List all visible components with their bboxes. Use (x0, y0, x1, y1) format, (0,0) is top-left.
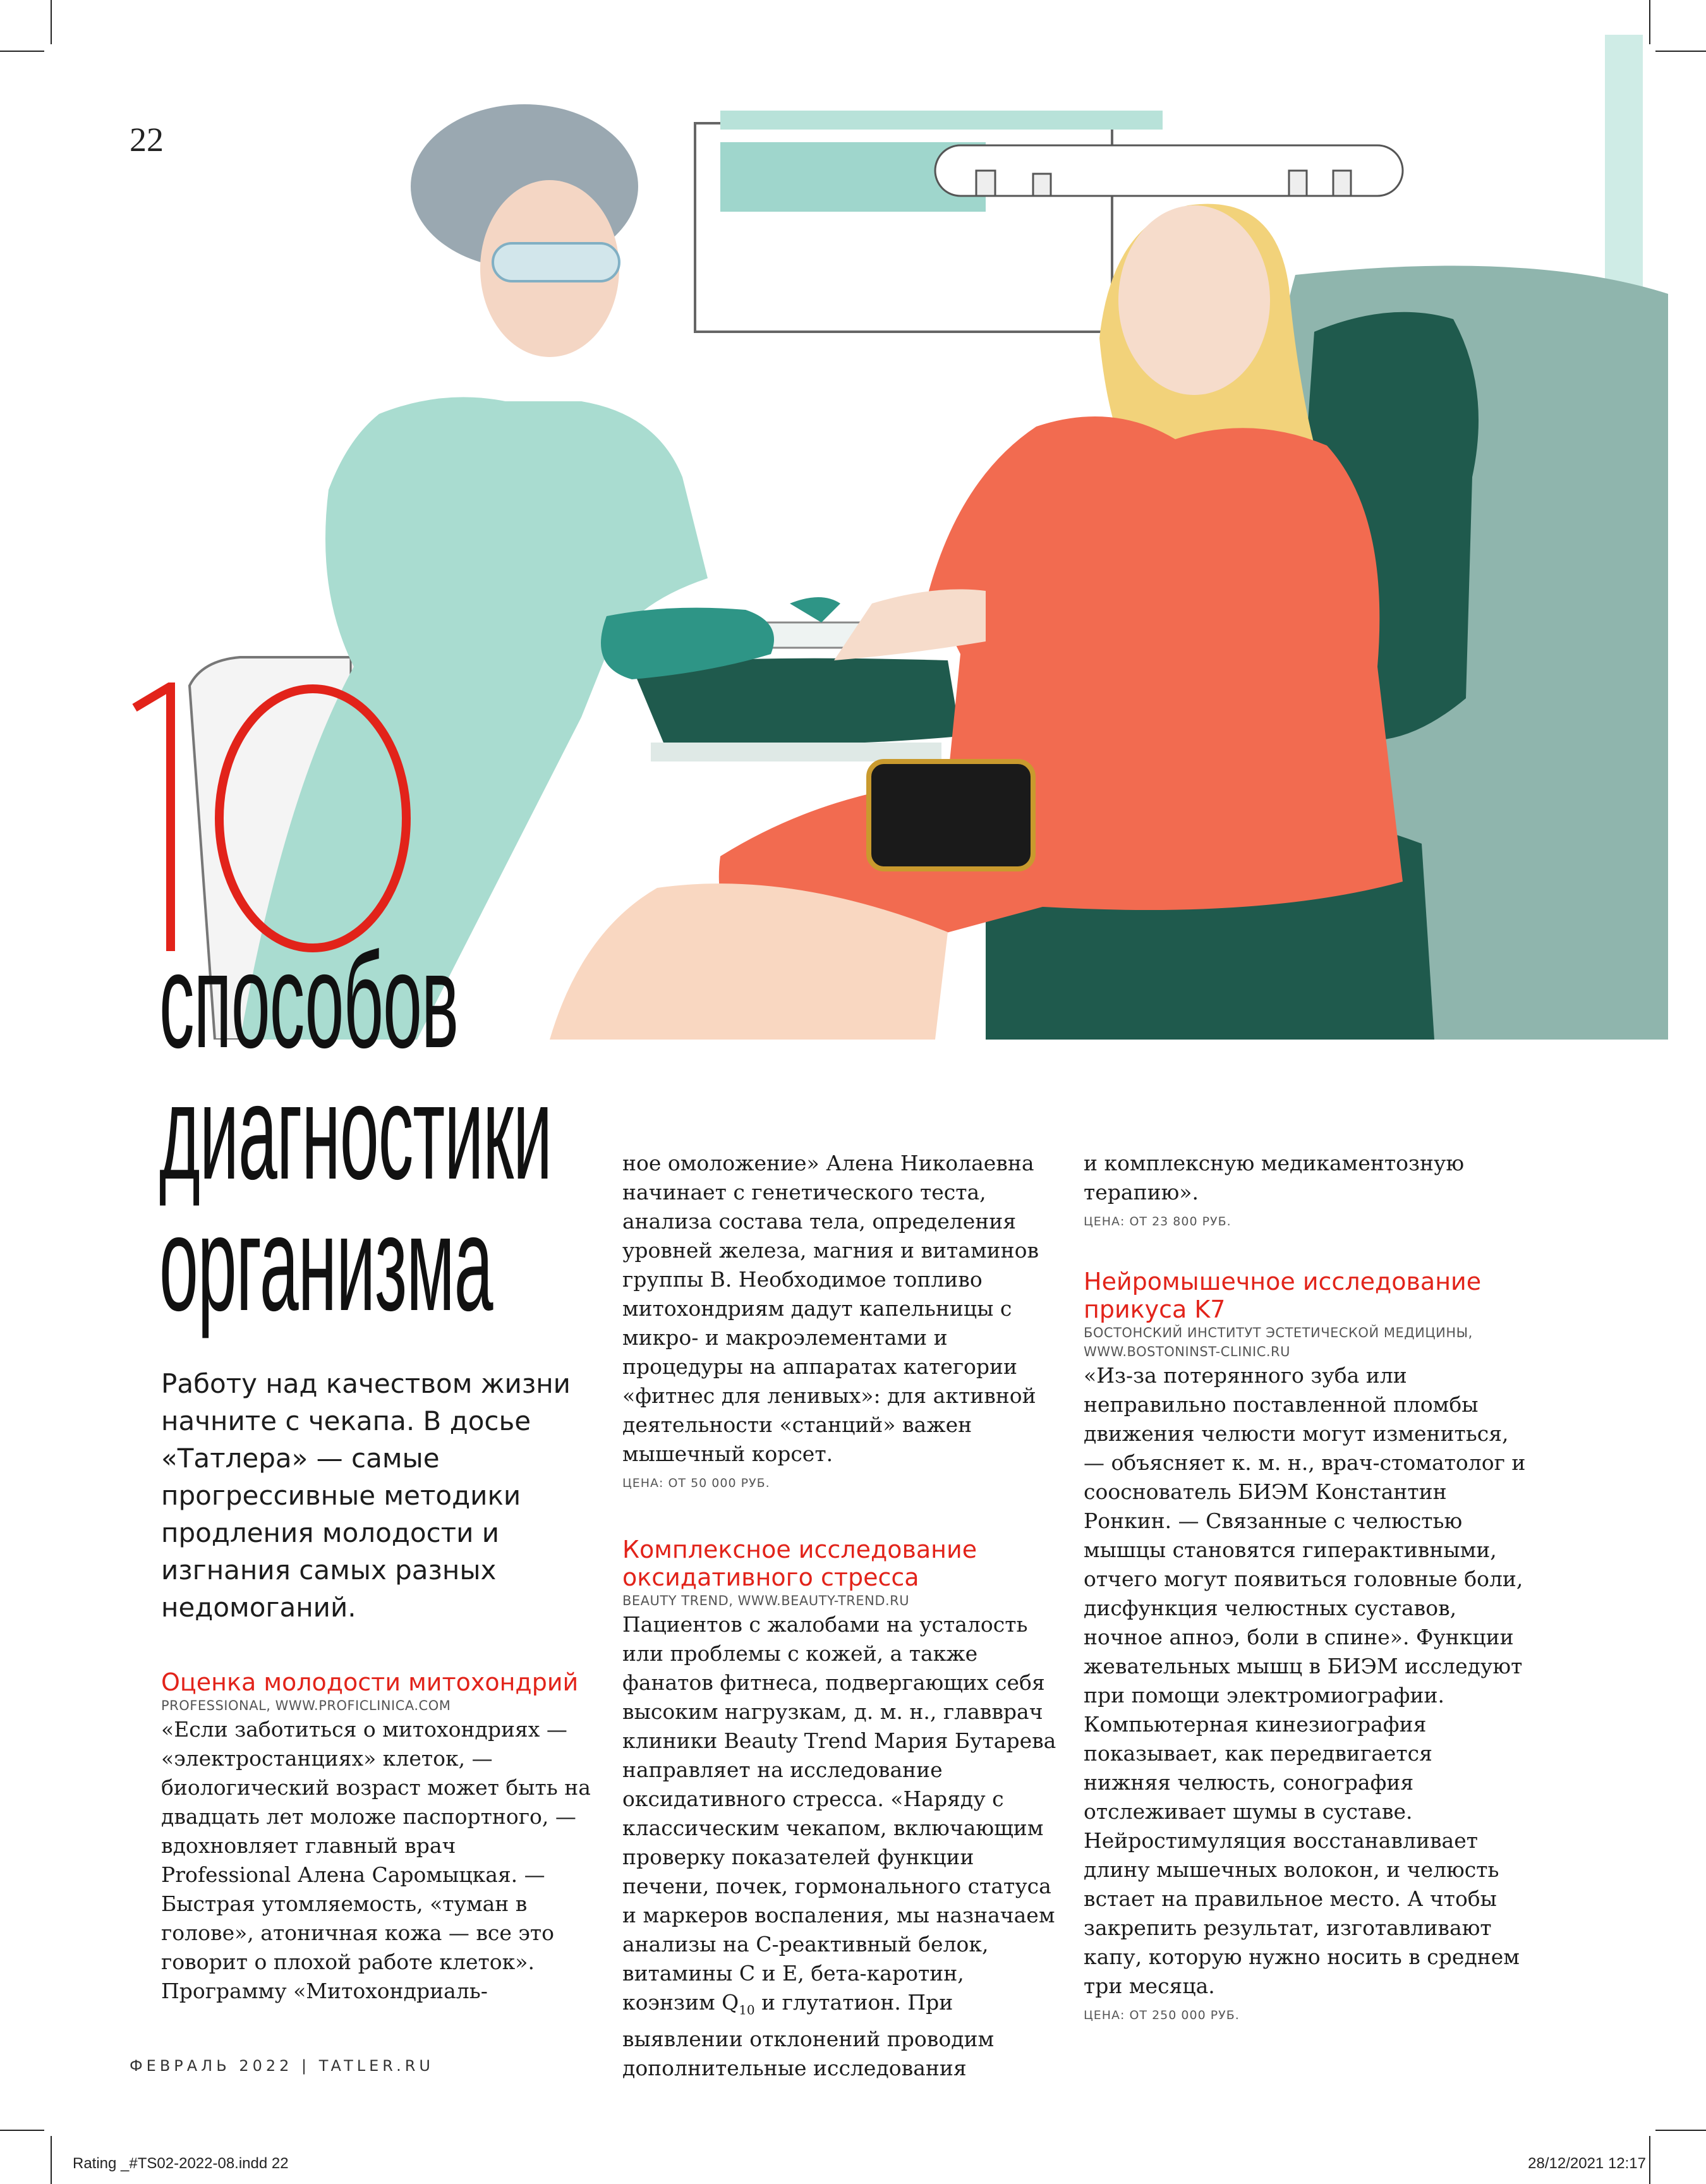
section-title: Оценка молодости митохондрий (161, 1668, 579, 1696)
safety-goggles (493, 243, 619, 281)
print-slug-stamp: 28/12/2021 12:17 (1528, 2155, 1646, 2172)
section-title: Нейромышечное исследование прикуса K7 (1084, 1268, 1482, 1323)
headline-line: диагностики (159, 1057, 552, 1208)
section-body: «Из-за потерянного зуба или неправильно поставленной пломбы движения челюсти могут измениться, — объясняет к. м. н., врач-стоматолог и сооснователь БИЭМ Константин Ронкин. — Связанные с челюстью мышцы становятся гиперактивными, отчего могут появиться головные боли, дисфункция челюстных суставов, ночное апноэ, боли в спине». Функции жевательных мышц в БИЭМ исследуют при помощи электромиографии. Компьютерная кинезиография показывает, как передвигается нижняя челюсть, сонография отслеживает шумы в суставе. Нейростимуляция восстанавливает длину мышечных волокон, и челюсть встает на правильное место. А чтобы закрепить результат, изготавливают капу, которую нужно носить в среднем три месяца. (1084, 1363, 1526, 1998)
section-body: «Если заботиться о митохондриях — «электростанциях» клеток, — биологический возраст может быть на двадцать лет моложе паспортного, — вдохновляет главный врач Professional Алена Саромыцкая. — Быстрая утомляемость, «туман в голове», атоничная кожа — все это говорит о плохой работе клеток». Программу «Митохондриаль- (161, 1717, 591, 2003)
section-source: PROFESSIONAL, WWW.PROFICLINICA.COM (161, 1698, 451, 1713)
headline-title (159, 925, 552, 1339)
crop-mark (51, 2136, 52, 2184)
intro-lead: Работу над качеством жизни начните с чекапа. В досье «Татлера» — самые прогрессивные методики продления молодости и изгнания самых разных недомоганий. (161, 1368, 571, 1623)
crop-mark (0, 2130, 44, 2131)
section-body-text: и глутатион. При выявлении отклонений проводим дополнительные исследования (622, 1990, 995, 2080)
column-two (622, 1149, 1058, 2083)
section-title: Комплексное исследование оксидативного стресса (622, 1536, 977, 1591)
crop-mark (1655, 2130, 1706, 2131)
section-source: BEAUTY TREND, WWW.BEAUTY-TREND.RU (622, 1593, 910, 1608)
patient-face (1118, 205, 1270, 395)
section-price: ЦЕНА: ОТ 23 800 РУБ. (1084, 1215, 1231, 1228)
headline-number-ten (123, 682, 414, 954)
headline-line: способов (159, 925, 458, 1076)
column-one (161, 1668, 591, 2006)
section-source: БОСТОНСКИЙ ИНСТИТУТ ЭСТЕТИЧЕСКОЙ МЕДИЦИНЫ, WWW.BOSTONINST-CLINIC.RU (1084, 1325, 1473, 1359)
subscript: 10 (739, 2002, 755, 2018)
section-body: ное омоложение» Алена Николаевна начинает с генетического теста, анализа состава тела, определения уровней железа, магния и витаминов группы B. Необходимое топливо митохондриям дадут капельницы с микро- и макроэлементами и процедуры на аппаратах категории «фитнес для ленивых»: для активной деятельности «станций» важен мышечный корсет. (622, 1151, 1039, 1466)
column-three (1084, 1149, 1526, 2030)
page-footer: ФЕВРАЛЬ 2022 | TATLER.RU (130, 2057, 434, 2075)
section-price: ЦЕНА: ОТ 50 000 РУБ. (622, 1476, 770, 1490)
print-slug-file: Rating _#TS02-2022-08.indd 22 (73, 2155, 289, 2172)
crop-mark (1649, 2136, 1650, 2184)
section-body: и комплексную медикаментозную терапию». (1084, 1151, 1465, 1204)
headline-number-text: 10 (123, 682, 124, 683)
page-number: 22 (130, 121, 164, 159)
section-price: ЦЕНА: ОТ 250 000 РУБ. (1084, 2008, 1240, 2022)
section-body-text: Пациентов с жалобами на усталость или проблемы с кожей, а также фанатов фитнеса, подвергающих себя высоким нагрузкам, д. м. н., главврач клиники Beauty Trend Мария Бутарева направляет на исследование оксидативного стресса. «Наряду с классическим чекапом, включающим проверку показателей функции печени, почек, гормонального статуса и маркеров воспаления, мы назначаем анализы на C-реактивный белок, витамины C и E, бета-каротин, коэнзим Q (622, 1612, 1056, 2015)
handbag (869, 761, 1033, 869)
headline-line: организма (159, 1188, 493, 1339)
section-body (622, 1610, 1058, 2083)
